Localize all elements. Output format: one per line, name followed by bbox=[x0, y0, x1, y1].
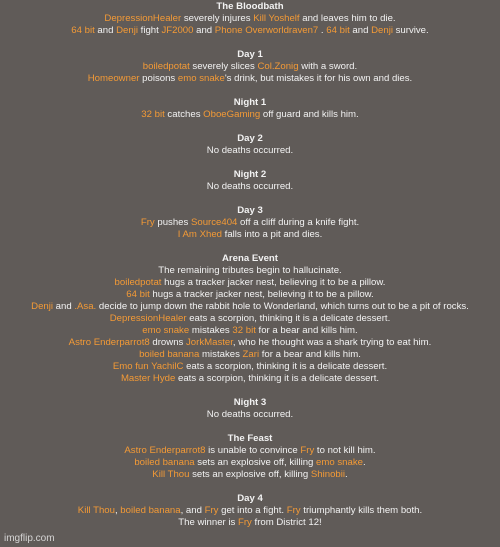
tribute-name: I Am Xhed bbox=[177, 229, 222, 240]
event-text: catches bbox=[164, 109, 204, 120]
tribute-name: Kill Thou bbox=[152, 469, 190, 480]
tribute-name: Astro Enderparrot8 bbox=[124, 445, 206, 456]
event-text: hugs a tracker jacker nest, believing it to be a pillow. bbox=[149, 289, 374, 300]
event-text: off guard and kills him. bbox=[260, 109, 359, 120]
event-line bbox=[0, 145, 500, 157]
tribute-name: 32 bit bbox=[141, 109, 165, 120]
tribute-name: Denji bbox=[31, 301, 54, 312]
tribute-name: boiledpotat bbox=[114, 277, 162, 288]
event-line bbox=[0, 349, 500, 361]
event-text: get into a fight. bbox=[218, 505, 287, 516]
event-text: poisons bbox=[139, 73, 178, 84]
event-text: mistakes bbox=[189, 325, 233, 336]
event-section bbox=[0, 133, 500, 157]
tribute-name: Astro Enderparrot8 bbox=[68, 337, 150, 348]
imgflip-watermark: imgflip.com bbox=[4, 533, 55, 544]
event-line bbox=[0, 301, 500, 313]
tribute-name: 32 bit bbox=[232, 325, 256, 336]
tribute-name: DepressionHealer bbox=[109, 313, 187, 324]
event-text: with a sword. bbox=[298, 61, 358, 72]
event-text: eats a scorpion, thinking it is a delicate dessert. bbox=[186, 313, 391, 324]
section-title: Day 2 bbox=[237, 133, 263, 144]
tribute-name: .Asa. bbox=[74, 301, 97, 312]
tribute-name: 64 bit bbox=[126, 289, 150, 300]
tribute-name: Fry bbox=[140, 217, 155, 228]
tribute-name: Kill Yoshelf bbox=[253, 13, 300, 24]
tribute-name: Fry bbox=[300, 445, 315, 456]
event-text: sets an explosive off, killing bbox=[189, 469, 311, 480]
event-section bbox=[0, 253, 500, 385]
event-text: No deaths occurred. bbox=[206, 181, 294, 192]
event-text: , bbox=[114, 505, 121, 516]
event-line bbox=[0, 517, 500, 529]
event-text: 's drink, but mistakes it for his own and dies. bbox=[224, 73, 413, 84]
tribute-name: 64 bit bbox=[326, 25, 350, 36]
tribute-name: Source404 bbox=[190, 217, 238, 228]
event-text: for a bear and kills him. bbox=[259, 349, 361, 360]
section-title: Night 1 bbox=[233, 97, 267, 108]
event-text: No deaths occurred. bbox=[206, 409, 294, 420]
event-section bbox=[0, 205, 500, 241]
event-line bbox=[0, 445, 500, 457]
event-text: to not kill him. bbox=[314, 445, 376, 456]
event-text: hugs a tracker jacker nest, believing it to be a pillow. bbox=[161, 277, 386, 288]
tribute-name: Zari bbox=[242, 349, 260, 360]
section-title: Day 1 bbox=[237, 49, 263, 60]
event-text: for a bear and kills him. bbox=[255, 325, 358, 336]
event-text: mistakes bbox=[199, 349, 243, 360]
section-title: Day 3 bbox=[237, 205, 263, 216]
tribute-name: Denji bbox=[116, 25, 138, 36]
event-text: , who he thought was a shark trying to eat him. bbox=[232, 337, 432, 348]
tribute-name: JorkMaster bbox=[186, 337, 233, 348]
event-log bbox=[0, 1, 500, 541]
tribute-name: boiled banana bbox=[139, 349, 200, 360]
event-section bbox=[0, 49, 500, 85]
tribute-name: boiledpotat bbox=[142, 61, 190, 72]
event-line bbox=[0, 277, 500, 289]
tribute-name: Homeowner bbox=[87, 73, 140, 84]
event-text: drowns bbox=[149, 337, 186, 348]
event-line bbox=[0, 361, 500, 373]
tribute-name: Shinobii bbox=[310, 469, 346, 480]
event-section bbox=[0, 493, 500, 529]
event-text: The winner is bbox=[178, 517, 238, 528]
event-text: and bbox=[193, 25, 215, 36]
event-text: decide to jump down the rabbit hole to Wonderland, which turns out to be a pit of rocks. bbox=[96, 301, 469, 312]
event-text: falls into a pit and dies. bbox=[222, 229, 323, 240]
event-section bbox=[0, 169, 500, 193]
event-line bbox=[0, 217, 500, 229]
event-text: off a cliff during a knife fight. bbox=[237, 217, 360, 228]
event-line bbox=[0, 409, 500, 421]
event-line bbox=[0, 289, 500, 301]
event-line bbox=[0, 25, 500, 37]
tribute-name: boiled banana bbox=[120, 505, 181, 516]
event-section bbox=[0, 433, 500, 481]
event-text: from District 12! bbox=[251, 517, 322, 528]
tribute-name: emo snake bbox=[177, 73, 225, 84]
event-text: severely injures bbox=[181, 13, 254, 24]
tribute-name: JF2000 bbox=[161, 25, 194, 36]
event-line bbox=[0, 13, 500, 25]
section-title: The Feast bbox=[227, 433, 273, 444]
event-line bbox=[0, 61, 500, 73]
event-line bbox=[0, 469, 500, 481]
event-line bbox=[0, 325, 500, 337]
event-text: eats a scorpion, thinking it is a delicate dessert. bbox=[175, 373, 380, 384]
event-line bbox=[0, 457, 500, 469]
event-text: triumphantly kills them both. bbox=[300, 505, 423, 516]
event-section bbox=[0, 1, 500, 37]
tribute-name: Fry bbox=[204, 505, 219, 516]
event-line bbox=[0, 373, 500, 385]
event-line bbox=[0, 265, 500, 277]
section-title: Arena Event bbox=[222, 253, 278, 264]
section-title: Night 3 bbox=[233, 397, 267, 408]
tribute-name: DepressionHealer bbox=[104, 13, 182, 24]
tribute-name: Fry bbox=[286, 505, 301, 516]
event-line bbox=[0, 313, 500, 325]
event-text: and bbox=[53, 301, 75, 312]
event-text: eats a scorpion, thinking it is a delicate dessert. bbox=[183, 361, 388, 372]
event-line bbox=[0, 73, 500, 85]
event-text: The remaining tributes begin to hallucinate. bbox=[158, 265, 342, 276]
event-text: survive. bbox=[392, 25, 429, 36]
event-line bbox=[0, 337, 500, 349]
event-line bbox=[0, 229, 500, 241]
event-text: fight bbox=[137, 25, 162, 36]
event-text: . bbox=[345, 469, 348, 480]
event-section bbox=[0, 397, 500, 421]
event-text: No deaths occurred. bbox=[206, 145, 294, 156]
event-text: and bbox=[94, 25, 117, 36]
event-line bbox=[0, 109, 500, 121]
tribute-name: Phone Overworldraven7 bbox=[214, 25, 319, 36]
tribute-name: Emo fun YachilC bbox=[112, 361, 184, 372]
tribute-name: 64 bit bbox=[71, 25, 95, 36]
tribute-name: emo snake bbox=[142, 325, 190, 336]
event-text: and leaves him to die. bbox=[299, 13, 396, 24]
tribute-name: boiled banana bbox=[134, 457, 195, 468]
tribute-name: OboeGaming bbox=[203, 109, 261, 120]
event-section bbox=[0, 97, 500, 121]
tribute-name: emo snake bbox=[316, 457, 363, 468]
event-line bbox=[0, 505, 500, 517]
section-title: Night 2 bbox=[233, 169, 267, 180]
tribute-name: Kill Thou bbox=[77, 505, 115, 516]
tribute-name: Denji bbox=[371, 25, 393, 36]
tribute-name: Fry bbox=[238, 517, 252, 528]
tribute-name: Master Hyde bbox=[120, 373, 176, 384]
section-title: The Bloodbath bbox=[216, 1, 284, 12]
tribute-name: Col.Zonig bbox=[257, 61, 299, 72]
event-line bbox=[0, 181, 500, 193]
event-text: severely slices bbox=[189, 61, 258, 72]
event-text: . bbox=[318, 25, 327, 36]
section-title: Day 4 bbox=[237, 493, 263, 504]
event-text: , and bbox=[180, 505, 205, 516]
event-text: pushes bbox=[154, 217, 191, 228]
event-text: sets an explosive off, killing bbox=[194, 457, 317, 468]
event-text: is unable to convince bbox=[205, 445, 301, 456]
event-text: and bbox=[349, 25, 372, 36]
event-text: . bbox=[362, 457, 366, 468]
